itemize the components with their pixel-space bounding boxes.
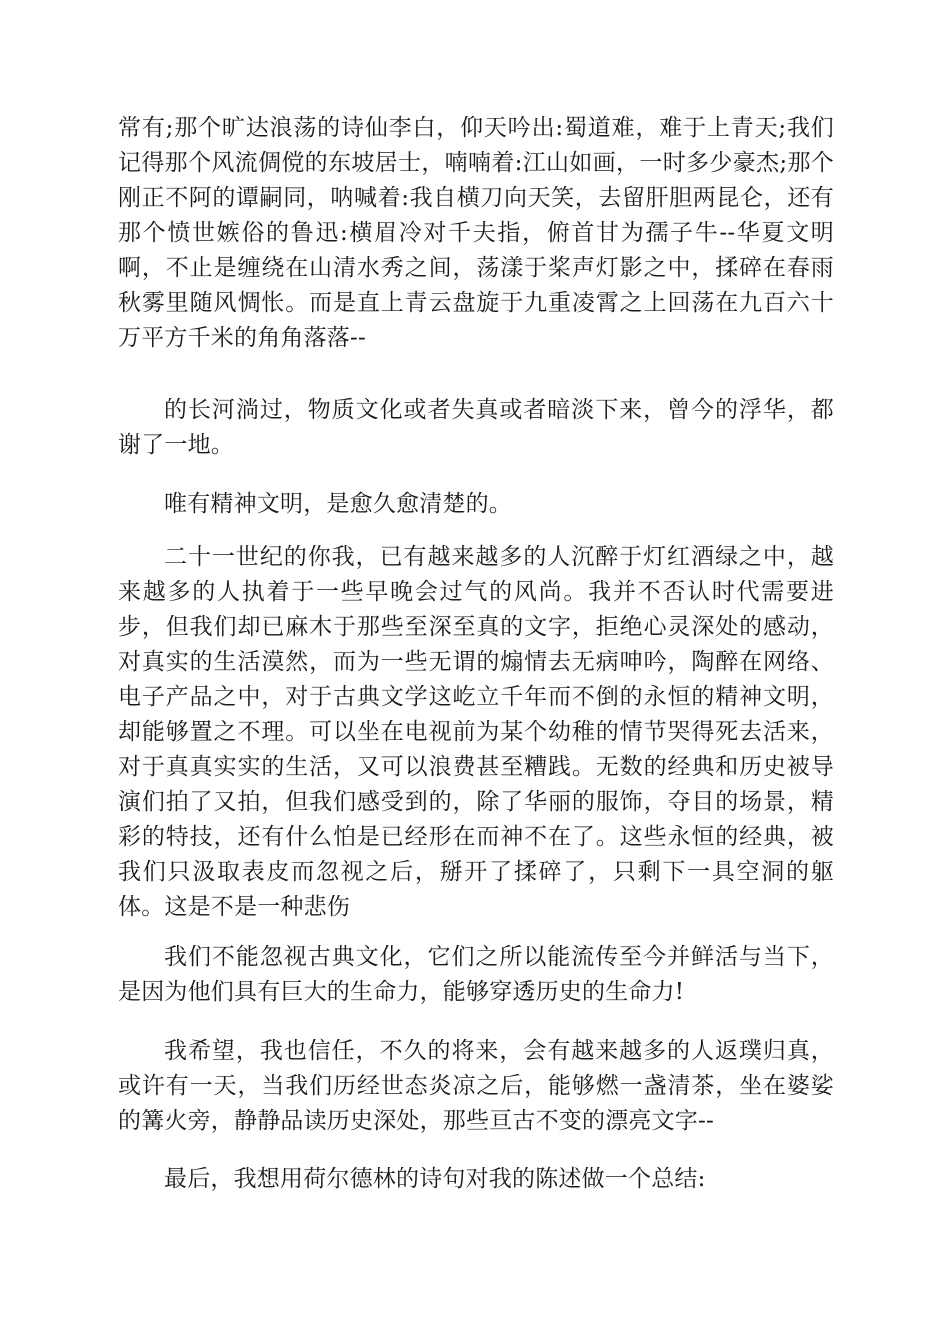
paragraph-4: 二十一世纪的你我，已有越来越多的人沉醉于灯红酒绿之中，越来越多的人执着于一些早晚会过气的风尚。我并不否认时代需要进步，但我们却已麻木于那些至深至真的文字，拒绝心灵深处的感动，对真实的生活漠然，而为一些无谓的煽情去无病呻吟，陶醉在网络、电子产品之中，对于古典文学这屹立千年而不倒的永恒的精神文明，却能够置之不理。可以坐在电视前为某个幼稚的情节哭得死去活来，对于真真实实的生活，又可以浪费甚至糟践。无数的经典和历史被导演们拍了又拍，但我们感受到的，除了华丽的服饰，夺目的场景，精彩的特技，还有什么怕是已经形在而神不在了。这些永恒的经典，被我们只汲取表皮而忽视之后，掰开了揉碎了，只剩下一具空洞的躯体。这是不是一种悲伤 — [118, 544, 834, 920]
paragraph-3: 唯有精神文明，是愈久愈清楚的。 — [164, 491, 512, 517]
paragraph-1: 常有;那个旷达浪荡的诗仙李白，仰天吟出:蜀道难，难于上青天;我们记得那个风流倜傥的东坡居士，喃喃着:江山如画，一时多少豪杰;那个刚正不阿的谭嗣同，呐喊着:我自横刀向天笑，去留肝胆两昆仑，还有那个愤世嫉俗的鲁迅:横眉冷对千夫指，俯首甘为孺子牛--华夏文明啊，不止是缠绕在山清水秀之间，荡漾于桨声灯影之中，揉碎在春雨秋雾里随风惆怅。而是直上青云盘旋于九重凌霄之上回荡在九百六十万平方千米的角角落落-- — [118, 115, 834, 351]
paragraph-5: 我们不能忽视古典文化，它们之所以能流传至今并鲜活与当下，是因为他们具有巨大的生命力，能够穿透历史的生命力! — [118, 944, 834, 1005]
paragraph-6: 我希望，我也信任，不久的将来，会有越来越多的人返璞归真，或许有一天，当我们历经世态炎凉之后，能够燃一盏清茶，坐在婆娑的篝火旁，静静品读历史深处，那些亘古不变的漂亮文字-- — [118, 1038, 834, 1134]
paragraph-2: 的长河淌过，物质文化或者失真或者暗淡下来，曾今的浮华，都谢了一地。 — [118, 397, 834, 458]
paragraph-7: 最后，我想用荷尔德林的诗句对我的陈述做一个总结: — [164, 1166, 706, 1192]
